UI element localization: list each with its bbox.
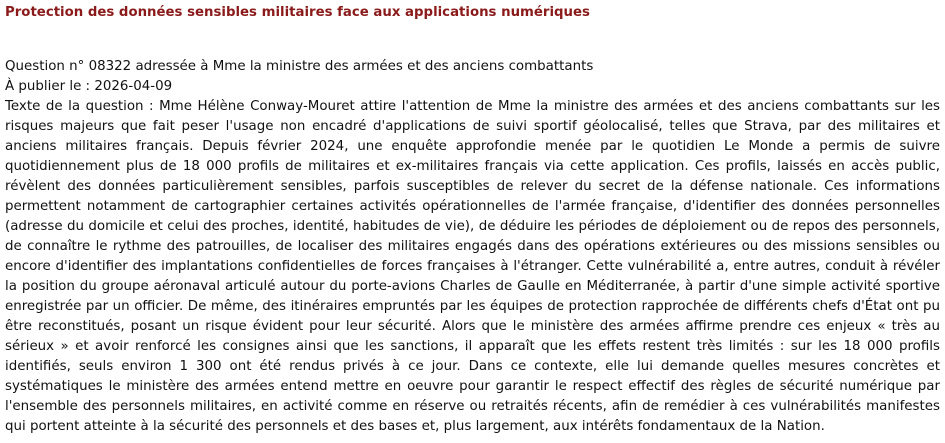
question-header: Question n° 08322 adressée à Mme la ministre des armées et des anciens combattants xyxy=(5,59,594,74)
question-text: Texte de la question : Mme Hélène Conway-Mouret attire l'attention de Mme la ministre des armées et des anciens combattants sur les risques majeurs que fait peser l'usage non encadré d'applications de suivi sportif géolocalisé, telles que Strava, par des militaires et anciens militaires français. Depuis février 2024, une enquête approfondie menée par le quotidien Le Monde a permis de suivre quotidiennement plus de 18 000 profils de militaires et ex-militaires français via cette application. Ces profils, laissés en accès public, révèlent des données particulièrement sensibles, parfois susceptibles de relever du secret de la défense nationale. Ces informations permettent notamment de cartographier certaines activités opérationnelles de l'armée française, d'identifier des données personnelles (adresse du domicile et celui des proches, identité, habitudes de vie), de déduire les périodes de déploiement ou de repos des personnels, de connaître le rythme des patrouilles, de localiser des militaires engagés dans des opérations extérieures ou des missions sensibles ou encore d'identifier des implantations confidentielles de forces françaises à l'étranger. Cette vulnérabilité a, entre autres, conduit à révéler la position du groupe aéronaval articulé autour du porte-avions Charles de Gaulle en Méditerranée, à partir d'une simple activité sportive enregistrée par un officier. De même, des itinéraires empruntés par les équipes de protection rapprochée de différents chefs d'État ont pu être reconstitués, posant un risque évident pour leur sécurité. Alors que le ministère des armées affirme prendre ces enjeux « très au sérieux » et avoir renforcé les consignes ainsi que les sanctions, il apparaît que les effets restent très limités : sur les 18 000 profils identifiés, seuls environ 1 300 ont été rendus privés à ce jour. Dans ce contexte, elle lui demande quelles mesures concrètes et systématiques le ministère des armées entend mettre en oeuvre pour garantir le respect effectif des règles de sécurité numérique par l'ensemble des personnels militaires, en activité comme en réserve ou retraités récents, afin de remédier à ces vulnérabilités manifestes qui portent atteinte à la sécurité des personnels et des bases et, plus largement, aux intérêts fondamentaux de la Nation. xyxy=(5,99,940,434)
page-title: Protection des données sensibles militaires face aux applications numériques xyxy=(5,5,590,20)
publication-date: À publier le : 2026-04-09 xyxy=(5,79,173,94)
question-meta xyxy=(5,57,940,97)
